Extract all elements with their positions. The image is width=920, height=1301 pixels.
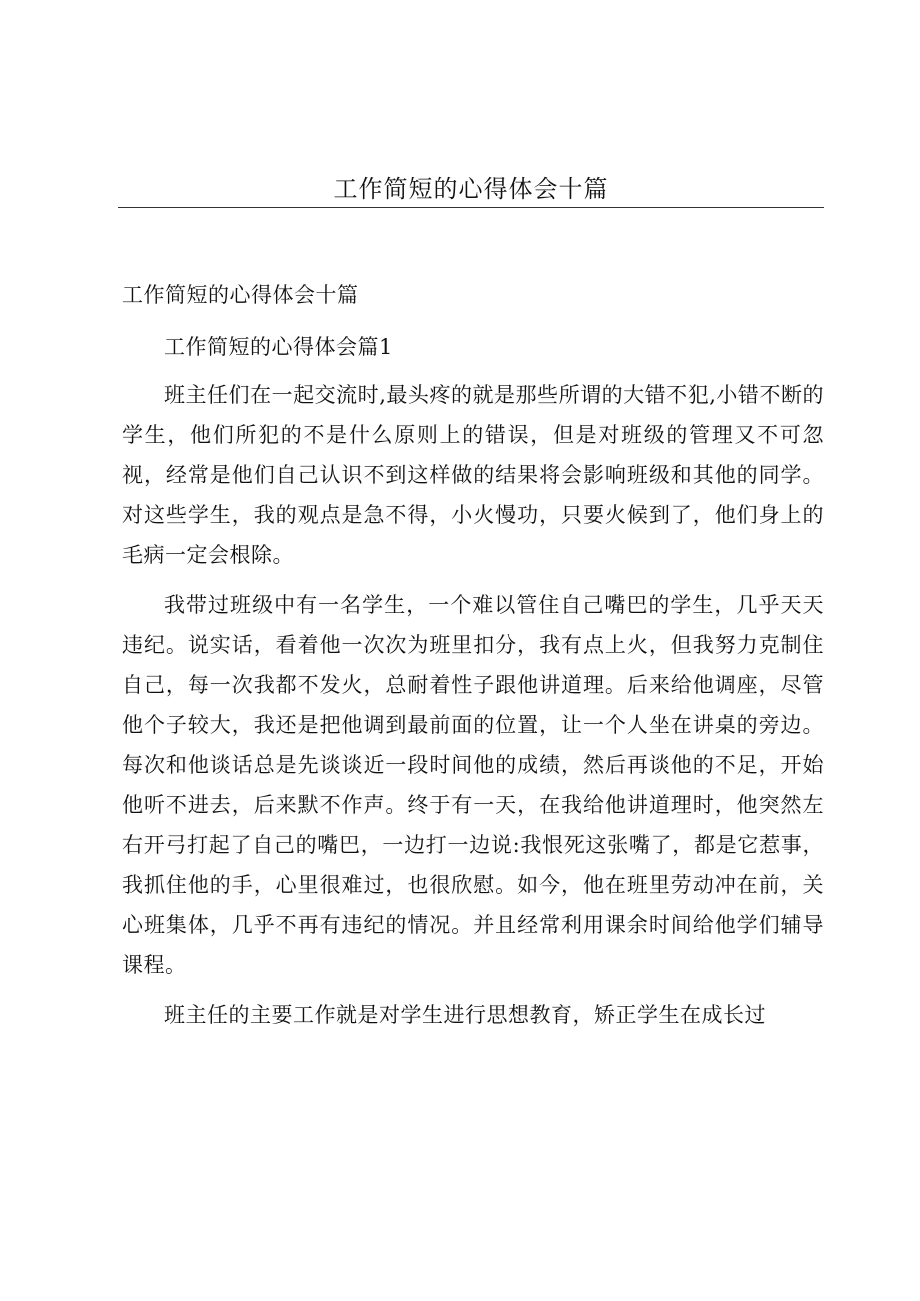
paragraph-2: 我带过班级中有一名学生，一个难以管住自己嘴巴的学生，几乎天天违纪。说实话，看着他一次次为班里扣分，我有点上火，但我努力克制住自己，每一次我都不发火，总耐着性子跟他讲道理。后来给他调座，尽管他个子较大，我还是把他调到最前面的位置，让一个人坐在讲桌的旁边。每次和他谈话总是先谈谈近一段时间他的成绩，然后再谈他的不足，开始他听不进去，后来默不作声。终于有一天，在我给他讲道理时，他突然左右开弓打起了自己的嘴巴，一边打一边说:我恨死这张嘴了，都是它惹事，我抓住他的手，心里很难过，也很欣慰。如今，他在班里劳动冲在前，关心班集体，几乎不再有违纪的情况。并且经常利用课余时间给他学们辅导课程。 — [122, 593, 824, 977]
section-heading: 工作简短的心得体会篇1 — [164, 335, 393, 359]
document-body — [122, 275, 824, 1045]
paragraph-3: 班主任的主要工作就是对学生进行思想教育，矫正学生在成长过 — [164, 1003, 766, 1027]
header-divider — [118, 207, 824, 208]
paragraph-1: 班主任们在一起交流时,最头疼的就是那些所谓的大错不犯,小错不断的学生，他们所犯的不是什么原则上的错误，但是对班级的管理又不可忽视，经常是他们自己认识不到这样做的结果将会影响班级和其他的同学。对这些学生，我的观点是急不得，小火慢功，只要火候到了，他们身上的毛病一定会根除。 — [122, 383, 824, 567]
header-title: 工作简短的心得体会十篇 — [333, 175, 609, 203]
document-title: 工作简短的心得体会十篇 — [122, 283, 359, 307]
